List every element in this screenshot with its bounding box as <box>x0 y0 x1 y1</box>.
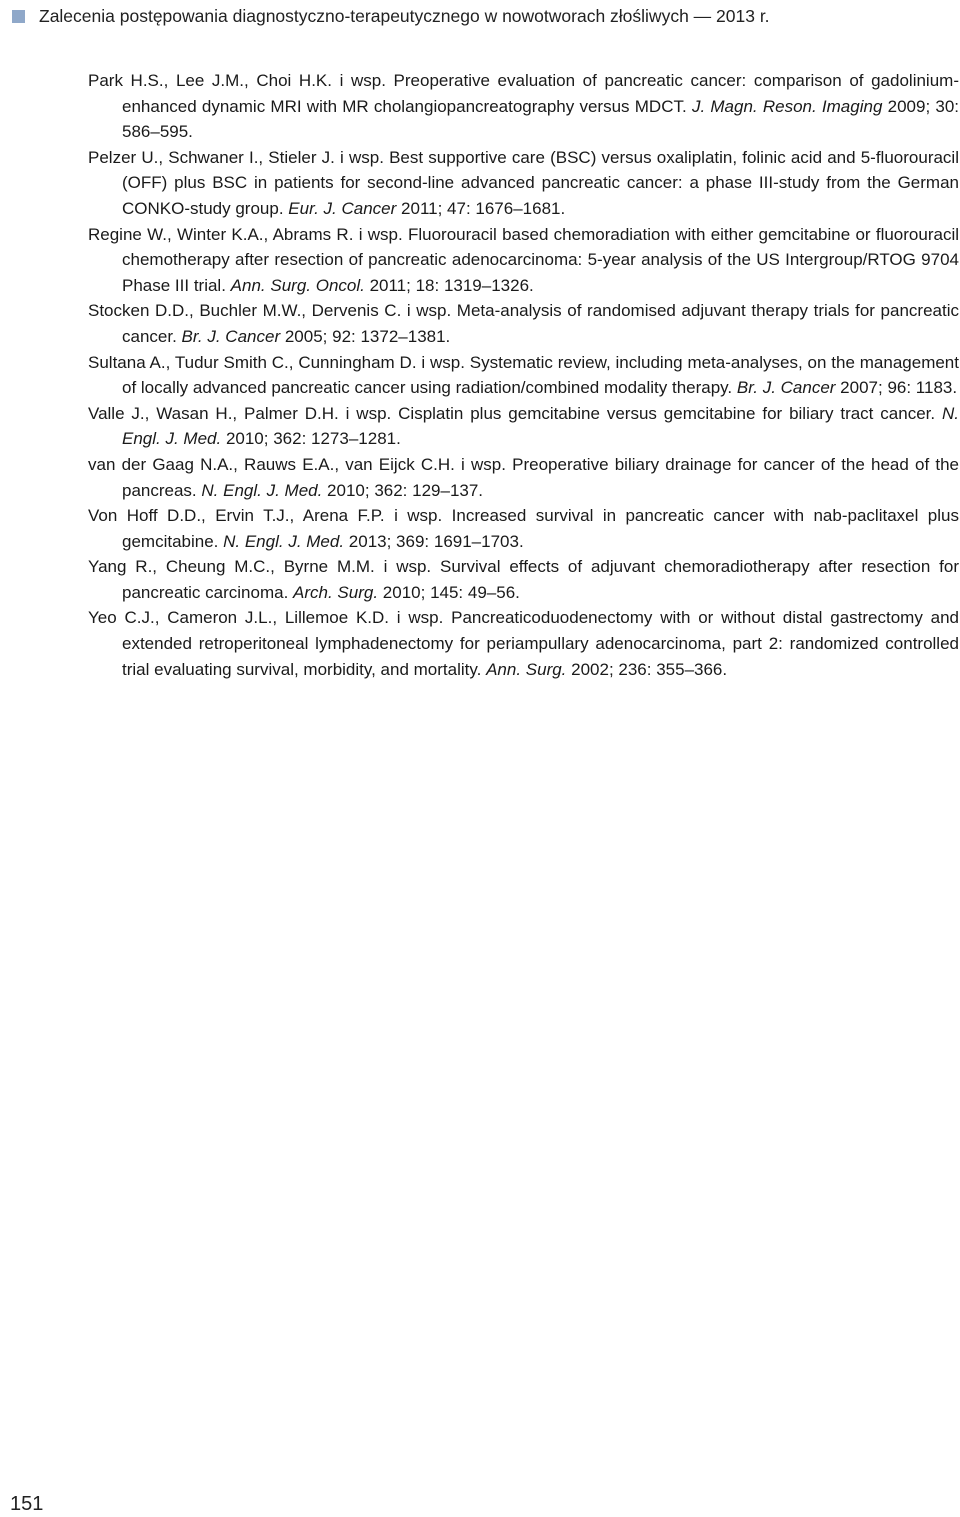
reference-text: Regine W., Winter K.A., Abrams R. i wsp. Fluorouracil based chemoradiation with either gemcitabine or fluorouracil chemotherapy after resection of pancreatic adenocarcinoma: 5-year analysis of the US Intergroup/RTOG 9704 Phase III trial. <box>88 224 959 295</box>
reference-item <box>88 222 959 299</box>
reference-details: 2007; 96: 1183. <box>835 378 958 398</box>
reference-journal: J. Magn. Reson. Imaging <box>691 96 883 116</box>
reference-journal: Arch. Surg. <box>293 582 379 602</box>
reference-details: 2010; 145: 49–56. <box>378 582 520 602</box>
page-title: Zalecenia postępowania diagnostyczno-terapeutycznego w nowotworach złośliwych — 2013 r. <box>39 5 770 26</box>
reference-list <box>88 68 959 682</box>
page-header <box>12 4 770 28</box>
reference-details: 2005; 92: 1372–1381. <box>280 326 451 346</box>
reference-item <box>88 554 959 605</box>
reference-details: 2010; 362: 129–137. <box>322 480 484 500</box>
reference-journal: N. Engl. J. Med. <box>122 403 959 449</box>
reference-journal: Br. J. Cancer <box>181 326 281 346</box>
reference-item <box>88 452 959 503</box>
reference-item <box>88 503 959 554</box>
reference-text: Park H.S., Lee J.M., Choi H.K. i wsp. Preoperative evaluation of pancreatic cancer: comparison of gadolinium-enhanced dynamic MRI with MR cholangiopancreatography versus MDCT. <box>88 71 959 116</box>
page-number: 151 <box>10 1493 44 1515</box>
reference-journal: Eur. J. Cancer <box>288 198 397 218</box>
reference-text: Stocken D.D., Buchler M.W., Dervenis C. i wsp. Meta-analysis of randomised adjuvant therapy trials for pancreatic cancer. <box>88 301 959 346</box>
reference-details: 2011; 47: 1676–1681. <box>396 198 566 218</box>
reference-item <box>88 68 959 145</box>
reference-text: Valle J., Wasan H., Palmer D.H. i wsp. Cisplatin plus gemcitabine versus gemcitabine for biliary tract cancer. <box>88 403 942 423</box>
reference-item <box>88 350 959 401</box>
reference-text: Von Hoff D.D., Ervin T.J., Arena F.P. i wsp. Increased survival in pancreatic cancer with nab-paclitaxel plus gemcitabine. <box>88 506 959 551</box>
reference-item <box>88 298 959 349</box>
reference-text: Pelzer U., Schwaner I., Stieler J. i wsp. Best supportive care (BSC) versus oxaliplatin, folinic acid and 5-fluorouracil (OFF) plus BSC in patients for second-line advanced pancreatic cancer: a phase III-study from the German CONKO-study group. <box>88 147 959 218</box>
reference-journal: N. Engl. J. Med. <box>223 531 345 551</box>
reference-item <box>88 401 959 452</box>
reference-journal: Ann. Surg. <box>486 659 567 679</box>
reference-journal: Ann. Surg. Oncol. <box>230 275 365 295</box>
reference-text: Yeo C.J., Cameron J.L., Lillemoe K.D. i wsp. Pancreaticoduodenectomy with or without distal gastrectomy and extended retroperitoneal lymphadenectomy for periampullary adenocarcinoma, part 2: randomized controlled trial evaluating survival, morbidity, and mortality. <box>88 608 959 679</box>
reference-details: 2002; 236: 355–366. <box>566 659 728 679</box>
reference-details: 2010; 362: 1273–1281. <box>221 429 401 449</box>
reference-text: Yang R., Cheung M.C., Byrne M.M. i wsp. Survival effects of adjuvant chemoradiotherapy after resection for pancreatic carcinoma. <box>88 557 959 602</box>
reference-journal: N. Engl. J. Med. <box>201 480 323 500</box>
reference-details: 2011; 18: 1319–1326. <box>364 275 534 295</box>
reference-item <box>88 145 959 222</box>
reference-text: van der Gaag N.A., Rauws E.A., van Eijck C.H. i wsp. Preoperative biliary drainage for cancer of the head of the pancreas. <box>88 454 959 500</box>
reference-text: Sultana A., Tudur Smith C., Cunningham D. i wsp. Systematic review, including meta-analyses, on the management of locally advanced pancreatic cancer using radiation/combined modality therapy. <box>88 352 959 398</box>
square-bullet-icon <box>12 10 25 23</box>
reference-details: 2013; 369: 1691–1703. <box>344 531 524 551</box>
reference-item <box>88 605 959 682</box>
reference-details: 2009; 30: 586–595. <box>122 96 960 142</box>
reference-journal: Br. J. Cancer <box>736 378 836 398</box>
